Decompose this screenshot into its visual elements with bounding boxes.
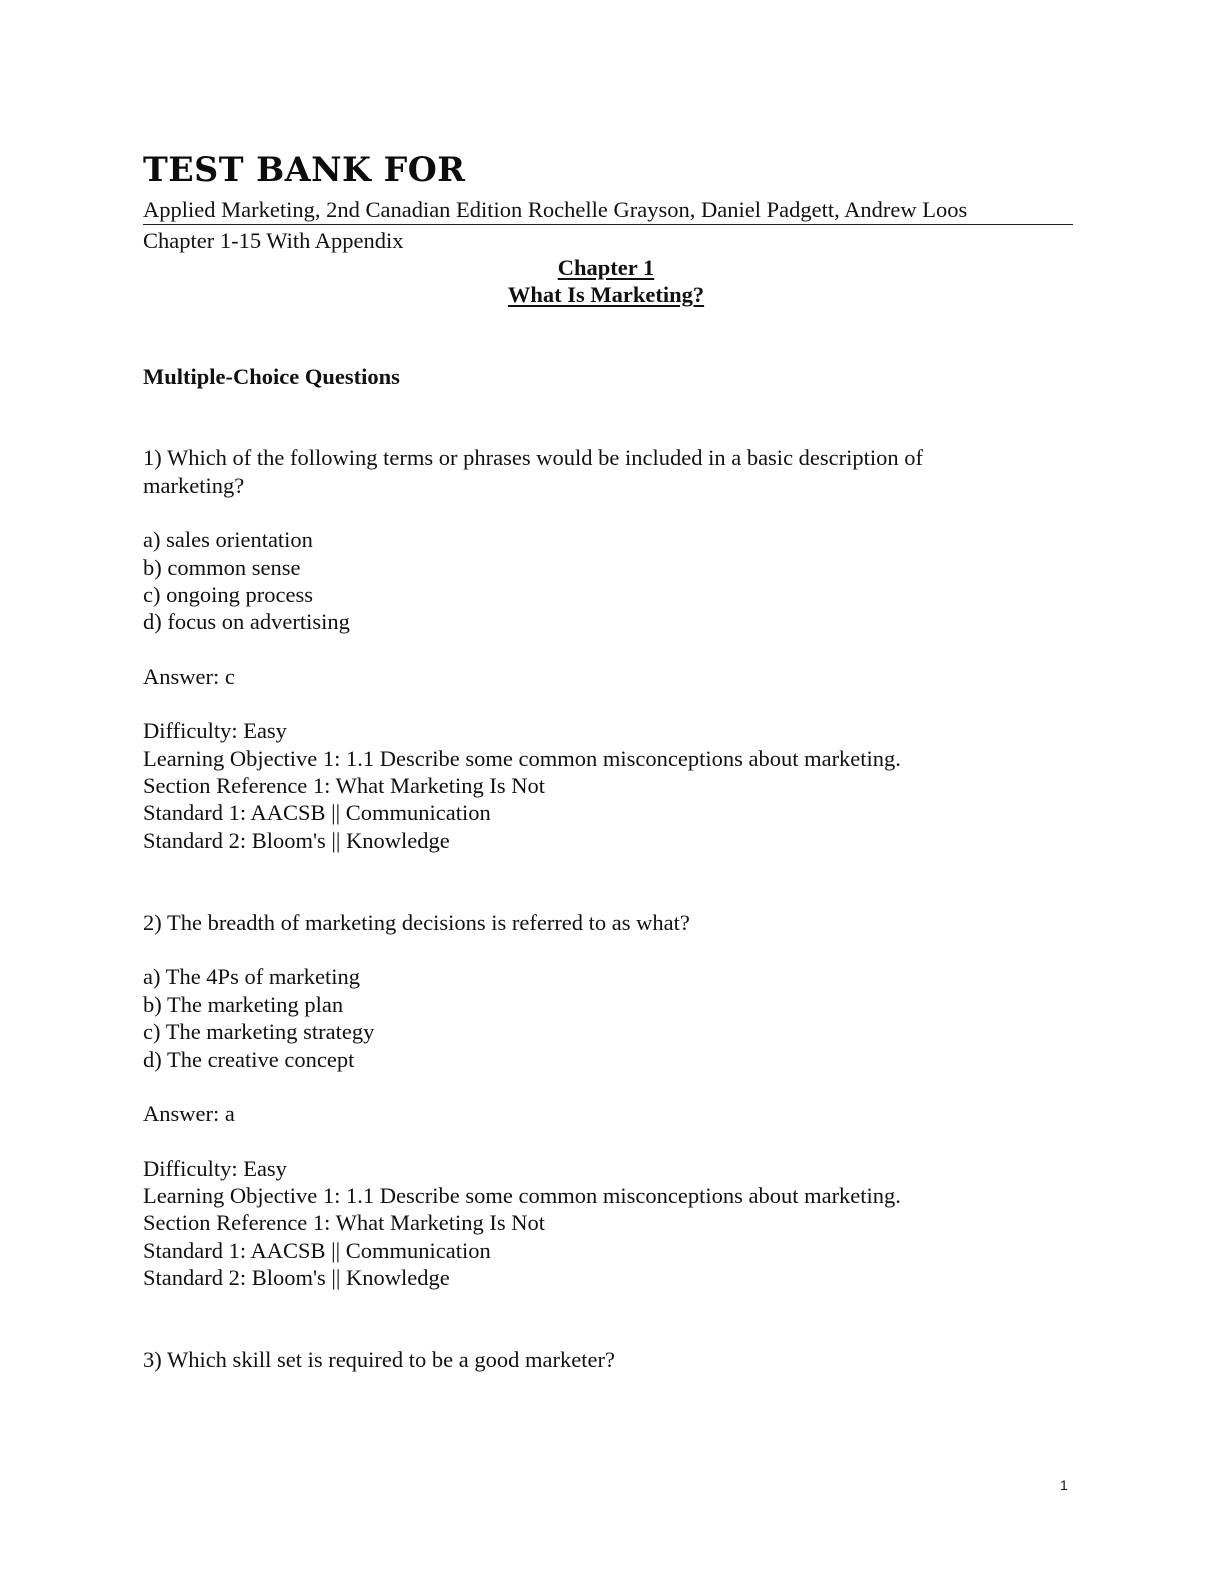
chapter-number: Chapter 1: [557, 255, 655, 280]
question-2-standard-2: Standard 2: Bloom's || Knowledge: [143, 1265, 450, 1290]
book-title: Applied Marketing, 2nd Canadian Edition Rochelle Grayson, Daniel Padgett, Andrew Loos: [143, 196, 1073, 225]
section-heading: Multiple-Choice Questions: [143, 364, 400, 389]
question-1-option-d: d) focus on advertising: [143, 609, 350, 634]
test-bank-banner: TEST BANK FOR: [143, 150, 466, 190]
question-2-stem: 2) The breadth of marketing decisions is referred to as what?: [143, 910, 690, 935]
question-1-answer: Answer: c: [143, 664, 235, 689]
question-2-learning-objective: Learning Objective 1: 1.1 Describe some common misconceptions about marketing.: [143, 1183, 901, 1208]
question-1-option-b: b) common sense: [143, 555, 301, 580]
question-2-answer: Answer: a: [143, 1101, 235, 1126]
chapter-heading: [0, 254, 1212, 308]
chapter-title: What Is Marketing?: [507, 282, 705, 307]
question-3-stem: 3) Which skill set is required to be a good marketer?: [143, 1347, 615, 1372]
chapter-range: Chapter 1-15 With Appendix: [143, 228, 404, 253]
question-2-option-d: d) The creative concept: [143, 1047, 355, 1072]
question-1-learning-objective: Learning Objective 1: 1.1 Describe some common misconceptions about marketing.: [143, 746, 901, 771]
question-2-option-a: a) The 4Ps of marketing: [143, 964, 361, 989]
page-number: 1: [1060, 1477, 1068, 1493]
question-2-difficulty: Difficulty: Easy: [143, 1156, 287, 1181]
question-1-section-reference: Section Reference 1: What Marketing Is Not: [143, 773, 545, 798]
question-2-option-c: c) The marketing strategy: [143, 1019, 375, 1044]
question-1-difficulty: Difficulty: Easy: [143, 718, 287, 743]
question-1-standard-1: Standard 1: AACSB || Communication: [143, 800, 491, 825]
question-1-standard-2: Standard 2: Bloom's || Knowledge: [143, 828, 450, 853]
question-2-standard-1: Standard 1: AACSB || Communication: [143, 1238, 491, 1263]
question-1-option-a: a) sales orientation: [143, 527, 313, 552]
question-2-section-reference: Section Reference 1: What Marketing Is Not: [143, 1210, 545, 1235]
question-1-stem-continued: marketing?: [143, 473, 245, 498]
question-2-option-b: b) The marketing plan: [143, 992, 344, 1017]
question-1-stem: 1) Which of the following terms or phrases would be included in a basic description of: [143, 445, 924, 470]
question-1-option-c: c) ongoing process: [143, 582, 313, 607]
